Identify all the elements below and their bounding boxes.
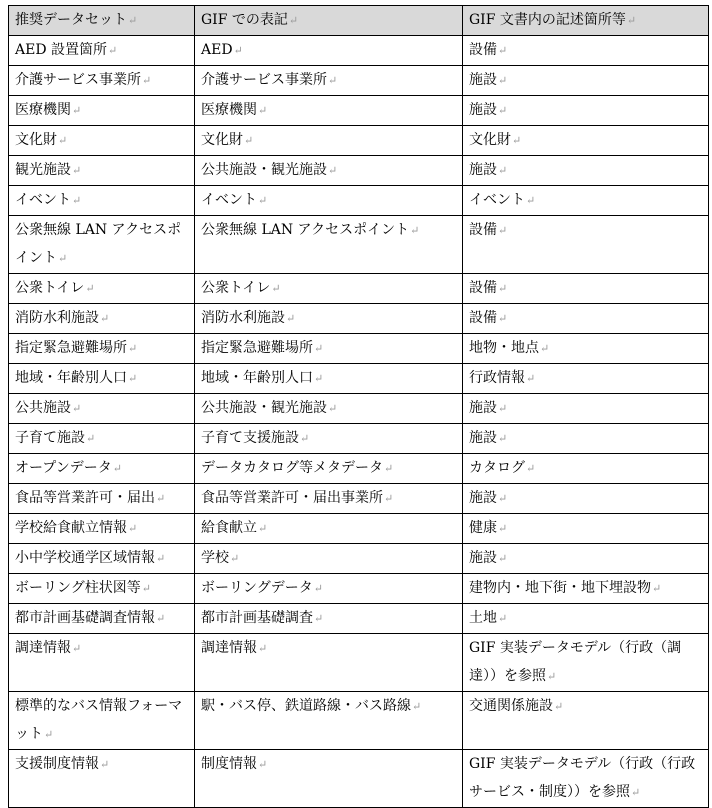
paragraph-mark-icon: ↵	[258, 194, 268, 207]
table-body	[9, 36, 709, 808]
gif-location-cell: 健康↵	[463, 514, 709, 544]
paragraph-mark-icon: ↵	[100, 758, 110, 771]
header-cell-recommended-dataset: 推奨データセット↵	[9, 6, 195, 36]
gif-notation-cell: 公衆トイレ↵	[195, 274, 463, 304]
paragraph-mark-icon: ↵	[498, 432, 508, 445]
recommended-dataset-cell: AED 設置箇所↵	[9, 36, 195, 66]
paragraph-mark-icon: ↵	[652, 582, 662, 595]
recommended-dataset-cell: 地域・年齢別人口↵	[9, 364, 195, 394]
paragraph-mark-icon: ↵	[300, 432, 310, 445]
table-row	[9, 544, 709, 574]
paragraph-mark-icon: ↵	[526, 462, 536, 475]
table-row	[9, 424, 709, 454]
recommended-dataset-cell: 子育て施設↵	[9, 424, 195, 454]
paragraph-mark-icon: ↵	[410, 224, 420, 237]
gif-location-cell: 施設↵	[463, 484, 709, 514]
recommended-dataset-cell: 都市計画基礎調査情報↵	[9, 604, 195, 634]
paragraph-mark-icon: ↵	[313, 582, 323, 595]
paragraph-mark-icon: ↵	[498, 282, 508, 295]
recommended-dataset-cell: 医療機関↵	[9, 96, 195, 126]
table-row	[9, 634, 709, 692]
recommended-dataset-cell: 学校給食献立情報↵	[9, 514, 195, 544]
paragraph-mark-icon: ↵	[328, 74, 338, 87]
gif-location-cell: カタログ↵	[463, 454, 709, 484]
gif-notation-cell: 食品等営業許可・届出事業所↵	[195, 484, 463, 514]
paragraph-mark-icon: ↵	[498, 612, 508, 625]
paragraph-mark-icon: ↵	[498, 74, 508, 87]
recommended-dataset-cell: 消防水利施設↵	[9, 304, 195, 334]
paragraph-mark-icon: ↵	[526, 372, 536, 385]
gif-notation-cell: 指定緊急避難場所↵	[195, 334, 463, 364]
gif-location-cell: GIF 実装データモデル（行政（行政サービス・制度））を参照↵	[463, 750, 709, 808]
recommended-dataset-cell: 公衆無線 LAN アクセスポイント↵	[9, 216, 195, 274]
paragraph-mark-icon: ↵	[233, 44, 243, 57]
recommended-dataset-cell: 支援制度情報↵	[9, 750, 195, 808]
paragraph-mark-icon: ↵	[288, 14, 299, 27]
table-row	[9, 334, 709, 364]
paragraph-mark-icon: ↵	[384, 492, 394, 505]
gif-location-cell: 施設↵	[463, 96, 709, 126]
table-row	[9, 604, 709, 634]
paragraph-mark-icon: ↵	[108, 44, 118, 57]
paragraph-mark-icon: ↵	[244, 134, 254, 147]
gif-notation-cell: 制度情報↵	[195, 750, 463, 808]
paragraph-mark-icon: ↵	[540, 342, 550, 355]
table-row	[9, 304, 709, 334]
gif-notation-cell: 公共施設・観光施設↵	[195, 394, 463, 424]
recommended-dataset-cell: 標準的なバス情報フォーマット↵	[9, 692, 195, 750]
paragraph-mark-icon: ↵	[526, 194, 536, 207]
paragraph-mark-icon: ↵	[328, 402, 338, 415]
header-cell-gif-notation: GIF での表記↵	[195, 6, 463, 36]
paragraph-mark-icon: ↵	[72, 194, 82, 207]
paragraph-mark-icon: ↵	[498, 164, 508, 177]
gif-location-cell: 地物・地点↵	[463, 334, 709, 364]
recommended-dataset-cell: 公共施設↵	[9, 394, 195, 424]
gif-notation-cell: 給食献立↵	[195, 514, 463, 544]
gif-location-cell: 建物内・地下街・地下埋設物↵	[463, 574, 709, 604]
paragraph-mark-icon: ↵	[128, 372, 138, 385]
table-row	[9, 692, 709, 750]
recommended-dataset-cell: 介護サービス事業所↵	[9, 66, 195, 96]
table-row	[9, 274, 709, 304]
recommended-dataset-cell: ボーリング柱状図等↵	[9, 574, 195, 604]
gif-location-cell: 設備↵	[463, 274, 709, 304]
gif-location-cell: 施設↵	[463, 156, 709, 186]
recommended-dataset-cell: 指定緊急避難場所↵	[9, 334, 195, 364]
paragraph-mark-icon: ↵	[72, 642, 82, 655]
gif-notation-cell: 駅・バス停、鉄道路線・バス路線↵	[195, 692, 463, 750]
paragraph-mark-icon: ↵	[554, 700, 564, 713]
paragraph-mark-icon: ↵	[141, 582, 151, 595]
gif-notation-cell: 公共施設・観光施設↵	[195, 156, 463, 186]
gif-notation-cell: 医療機関↵	[195, 96, 463, 126]
table-row	[9, 364, 709, 394]
paragraph-mark-icon: ↵	[314, 612, 324, 625]
gif-notation-cell: データカタログ等メタデータ↵	[195, 454, 463, 484]
paragraph-mark-icon: ↵	[128, 522, 138, 535]
paragraph-mark-icon: ↵	[498, 552, 508, 565]
gif-notation-cell: ボーリングデータ↵	[195, 574, 463, 604]
paragraph-mark-icon: ↵	[498, 492, 508, 505]
gif-notation-cell: 調達情報↵	[195, 634, 463, 692]
table-row	[9, 750, 709, 808]
table-row	[9, 156, 709, 186]
paragraph-mark-icon: ↵	[271, 282, 281, 295]
header-row	[9, 6, 709, 36]
paragraph-mark-icon: ↵	[412, 700, 422, 713]
gif-location-cell: 土地↵	[463, 604, 709, 634]
paragraph-mark-icon: ↵	[631, 786, 641, 799]
gif-notation-cell: 地域・年齢別人口↵	[195, 364, 463, 394]
paragraph-mark-icon: ↵	[156, 552, 166, 565]
gif-notation-cell: 学校↵	[195, 544, 463, 574]
table-row	[9, 36, 709, 66]
paragraph-mark-icon: ↵	[258, 642, 268, 655]
gif-location-cell: 設備↵	[463, 36, 709, 66]
table-header	[9, 6, 709, 36]
paragraph-mark-icon: ↵	[44, 728, 54, 741]
gif-notation-cell: AED↵	[195, 36, 463, 66]
table-row	[9, 96, 709, 126]
gif-notation-cell: 文化財↵	[195, 126, 463, 156]
paragraph-mark-icon: ↵	[156, 612, 166, 625]
recommended-dataset-cell: 食品等営業許可・届出↵	[9, 484, 195, 514]
table-row	[9, 514, 709, 544]
paragraph-mark-icon: ↵	[100, 312, 110, 325]
paragraph-mark-icon: ↵	[626, 14, 637, 27]
dataset-mapping-table	[8, 5, 709, 808]
gif-notation-cell: 都市計画基礎調査↵	[195, 604, 463, 634]
recommended-dataset-cell: 文化財↵	[9, 126, 195, 156]
header-cell-gif-location: GIF 文書内の記述箇所等↵	[463, 6, 709, 36]
paragraph-mark-icon: ↵	[258, 104, 268, 117]
recommended-dataset-cell: 観光施設↵	[9, 156, 195, 186]
paragraph-mark-icon: ↵	[314, 372, 324, 385]
gif-location-cell: 文化財↵	[463, 126, 709, 156]
gif-notation-cell: 介護サービス事業所↵	[195, 66, 463, 96]
paragraph-mark-icon: ↵	[72, 164, 82, 177]
gif-notation-cell: イベント↵	[195, 186, 463, 216]
table-row	[9, 454, 709, 484]
gif-notation-cell: 消防水利施設↵	[195, 304, 463, 334]
paragraph-mark-icon: ↵	[128, 342, 138, 355]
gif-notation-cell: 子育て支援施設↵	[195, 424, 463, 454]
paragraph-mark-icon: ↵	[156, 492, 166, 505]
recommended-dataset-cell: 調達情報↵	[9, 634, 195, 692]
gif-location-cell: 施設↵	[463, 424, 709, 454]
paragraph-mark-icon: ↵	[286, 312, 296, 325]
paragraph-mark-icon: ↵	[498, 522, 508, 535]
table-row	[9, 66, 709, 96]
paragraph-mark-icon: ↵	[498, 402, 508, 415]
gif-location-cell: 行政情報↵	[463, 364, 709, 394]
paragraph-mark-icon: ↵	[230, 552, 240, 565]
paragraph-mark-icon: ↵	[328, 164, 338, 177]
paragraph-mark-icon: ↵	[86, 432, 96, 445]
paragraph-mark-icon: ↵	[512, 134, 522, 147]
table-row	[9, 394, 709, 424]
paragraph-mark-icon: ↵	[72, 402, 82, 415]
paragraph-mark-icon: ↵	[258, 522, 268, 535]
paragraph-mark-icon: ↵	[142, 74, 152, 87]
paragraph-mark-icon: ↵	[498, 312, 508, 325]
paragraph-mark-icon: ↵	[547, 670, 557, 683]
gif-location-cell: GIF 実装データモデル（行政（調達））を参照↵	[463, 634, 709, 692]
gif-location-cell: 施設↵	[463, 394, 709, 424]
gif-location-cell: 施設↵	[463, 544, 709, 574]
gif-location-cell: 交通関係施設↵	[463, 692, 709, 750]
paragraph-mark-icon: ↵	[498, 224, 508, 237]
recommended-dataset-cell: イベント↵	[9, 186, 195, 216]
table-row	[9, 574, 709, 604]
paragraph-mark-icon: ↵	[314, 342, 324, 355]
recommended-dataset-cell: 小中学校通学区域情報↵	[9, 544, 195, 574]
paragraph-mark-icon: ↵	[58, 134, 68, 147]
paragraph-mark-icon: ↵	[58, 252, 68, 265]
table-row	[9, 186, 709, 216]
paragraph-mark-icon: ↵	[72, 104, 82, 117]
paragraph-mark-icon: ↵	[258, 758, 268, 771]
paragraph-mark-icon: ↵	[384, 462, 394, 475]
gif-notation-cell: 公衆無線 LAN アクセスポイント↵	[195, 216, 463, 274]
table-row	[9, 216, 709, 274]
paragraph-mark-icon: ↵	[498, 44, 508, 57]
gif-location-cell: 設備↵	[463, 304, 709, 334]
recommended-dataset-cell: オープンデータ↵	[9, 454, 195, 484]
paragraph-mark-icon: ↵	[85, 282, 95, 295]
gif-location-cell: 設備↵	[463, 216, 709, 274]
gif-location-cell: 施設↵	[463, 66, 709, 96]
paragraph-mark-icon: ↵	[128, 14, 138, 27]
gif-location-cell: イベント↵	[463, 186, 709, 216]
table-row	[9, 484, 709, 514]
recommended-dataset-cell: 公衆トイレ↵	[9, 274, 195, 304]
paragraph-mark-icon: ↵	[112, 462, 122, 475]
paragraph-mark-icon: ↵	[498, 104, 508, 117]
table-row	[9, 126, 709, 156]
